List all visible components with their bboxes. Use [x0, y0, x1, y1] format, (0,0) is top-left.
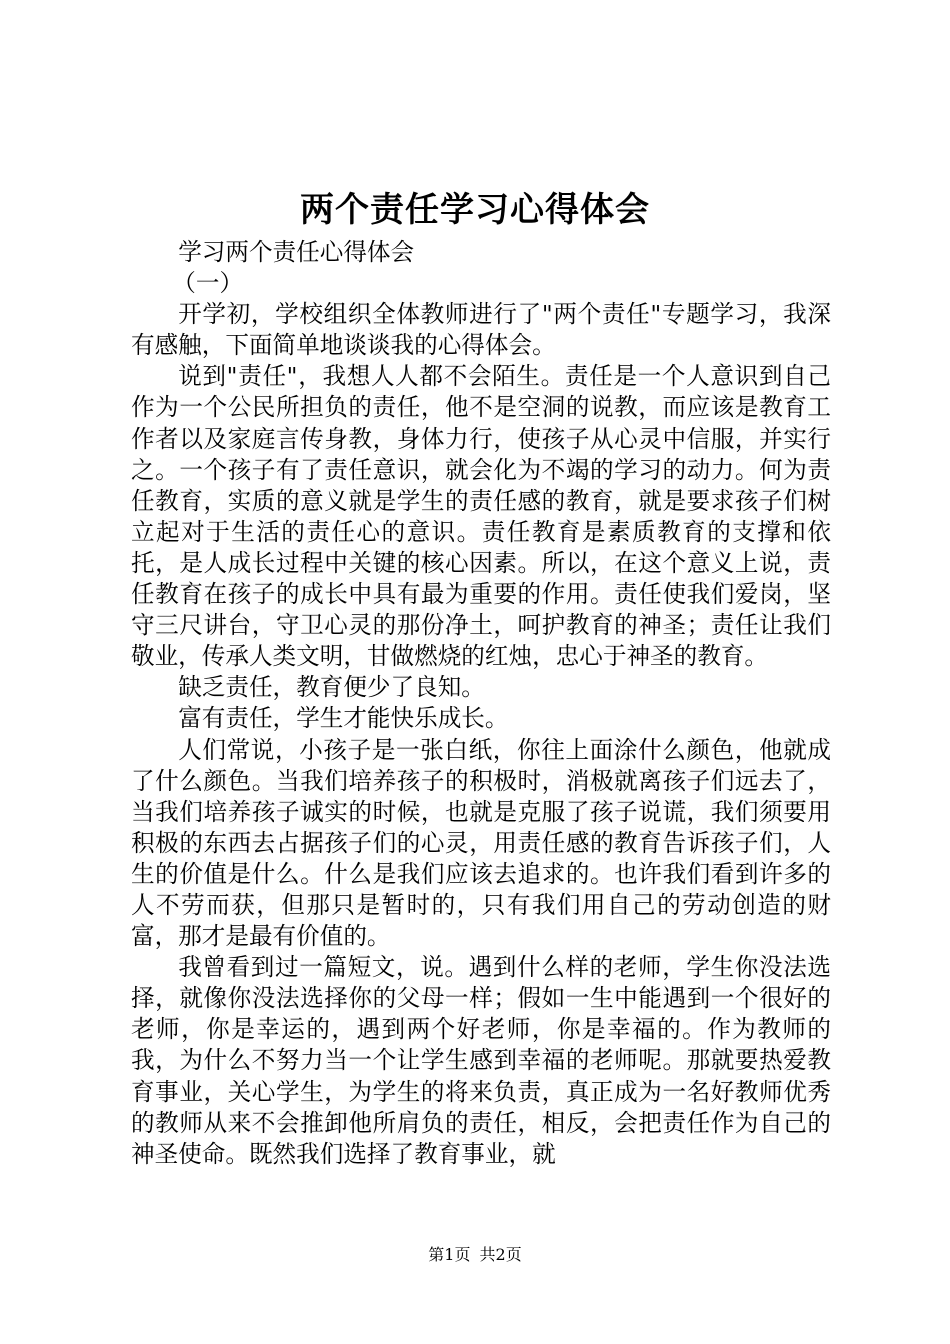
- page-footer: [0, 1243, 950, 1267]
- body-paragraph: 说到"责任"，我想人人都不会陌生。责任是一个人意识到自己作为一个公民所担负的责任，他不是空洞的说教，而应该是教育工作者以及家庭言传身教，身体力行，使孩子从心灵中信服，并实行之。一个孩子有了责任意识，就会化为不竭的学习的动力。何为责任教育，实质的意义就是学生的责任感的教育，就是要求孩子们树立起对于生活的责任心的意识。责任教育是素质教育的支撑和依托，是人成长过程中关键的核心因素。所以，在这个意义上说，责任教育在孩子的成长中具有最为重要的作用。责任使我们爱岗，坚守三尺讲台，守卫心灵的那份净土，呵护教育的神圣；责任让我们敬业，传承人类文明，甘做燃烧的红烛，忠心于神圣的教育。: [131, 362, 831, 671]
- body-paragraph: 缺乏责任，教育便少了良知。: [178, 673, 485, 702]
- page-total: 共2页: [479, 1245, 522, 1264]
- section-number-paragraph: （一）: [172, 269, 244, 298]
- body-paragraph: 我曾看到过一篇短文，说。遇到什么样的老师，学生你没法选择，就像你没法选择你的父母一样；假如一生中能遇到一个很好的老师，你是幸运的，遇到两个好老师，你是幸福的。作为教师的我，为什么不努力当一个让学生感到幸福的老师呢。那就要热爱教育事业，关心学生，为学生的将来负责，真正成为一名好教师优秀的教师从来不会推卸他所肩负的责任，相反，会把责任作为自己的神圣使命。既然我们选择了教育事业，就: [131, 953, 831, 1168]
- body-paragraph: 人们常说，小孩子是一张白纸，你往上面涂什么颜色，他就成了什么颜色。当我们培养孩子的积极时，消极就离孩子们远去了，当我们培养孩子诚实的时候，也就是克服了孩子说谎，我们须要用积极的东西去占据孩子们的心灵，用责任感的教育告诉孩子们，人生的价值是什么。什么是我们应该去追求的。也许我们看到许多的人不劳而获，但那只是暂时的，只有我们用自己的劳动创造的财富，那才是最有价值的。: [131, 735, 831, 951]
- body-paragraph: 开学初，学校组织全体教师进行了"两个责任"专题学习，我深有感触，下面简单地谈谈我的心得体会。: [131, 300, 831, 360]
- subtitle-paragraph: 学习两个责任心得体会: [178, 238, 415, 266]
- page-number: 第1页: [428, 1245, 471, 1264]
- document-body: [131, 237, 831, 1170]
- document-title: 两个责任学习心得体会: [300, 190, 650, 230]
- body-paragraph: 富有责任，学生才能快乐成长。: [178, 704, 509, 733]
